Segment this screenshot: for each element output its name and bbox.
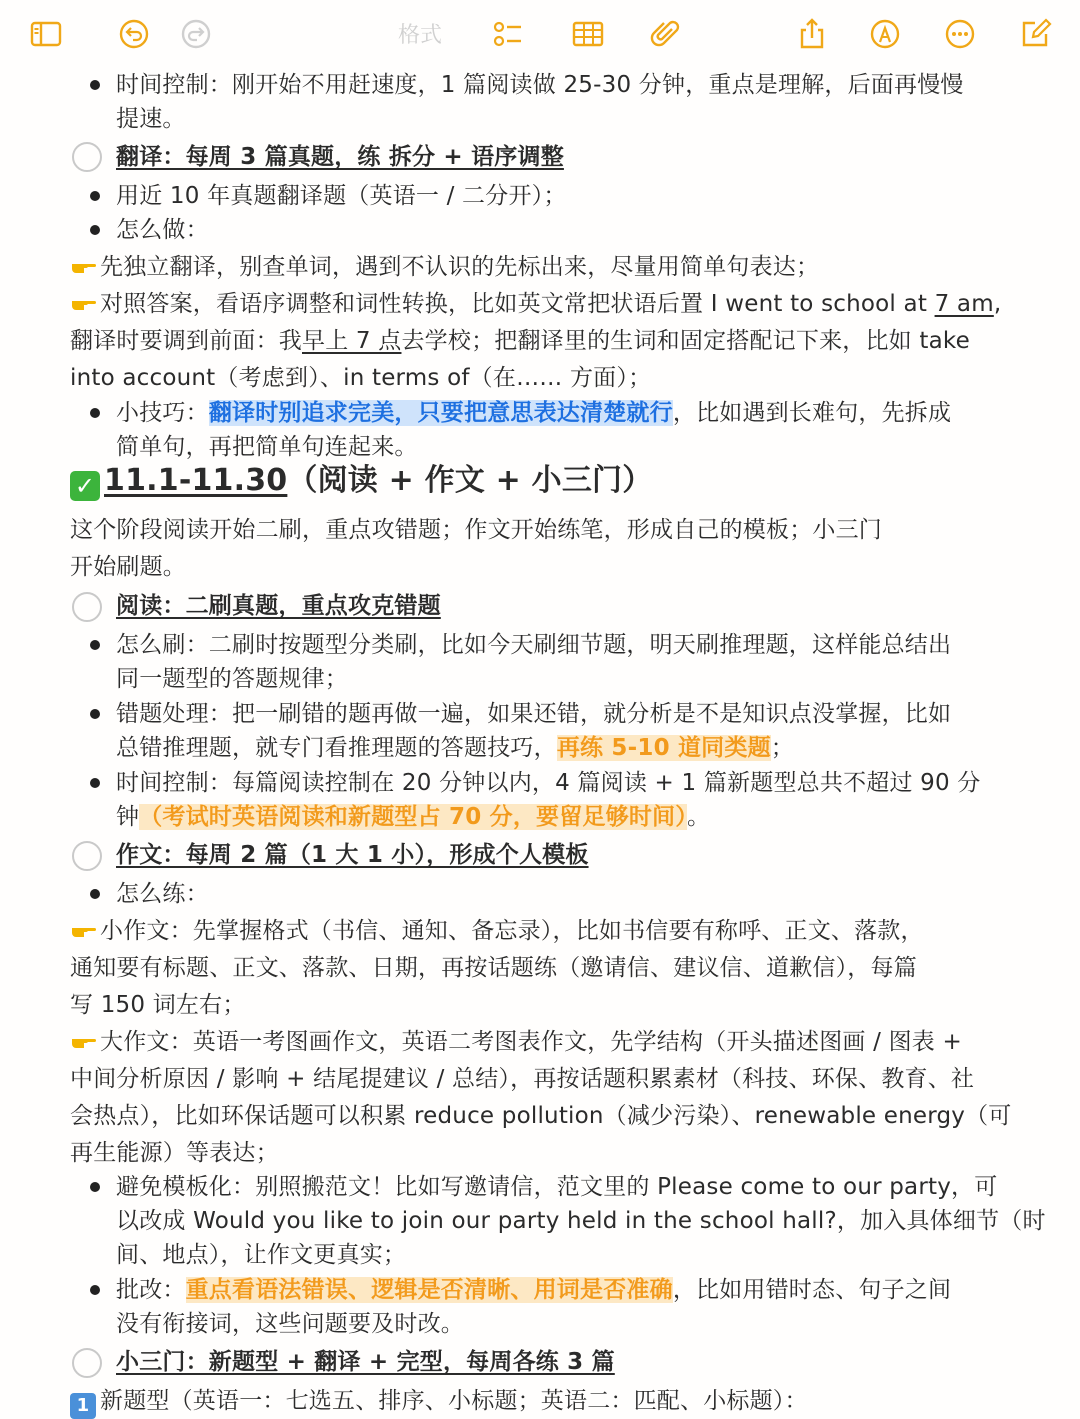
list-item: 怎么刷：二刷时按题型分类刷，比如今天刷细节题，明天刷推理题，这样能总结出	[116, 632, 952, 658]
list-item: 总错推理题，就专门看推理题的答题技巧，再练 5-10 道同类题；	[116, 735, 794, 761]
pointing-hand-icon	[70, 287, 100, 321]
list-item: 小技巧：翻译时别追求完美，只要把意思表达清楚就行，比如遇到长难句，先拆成	[116, 400, 952, 426]
list-item: 错题处理：把一刷错的题再做一遍，如果还错，就分析是不是知识点没掌握，比如	[116, 701, 952, 727]
bullet	[90, 640, 100, 650]
list-item: 批改：重点看语法错误、逻辑是否清晰、用词是否准确，比如用错时态、句子之间	[116, 1277, 952, 1303]
checklist-item-minor-sections: 小三门：新题型 + 翻译 + 完型，每周各练 3 篇	[116, 1349, 615, 1375]
list-item: 以改成 Would you like to join our party held in the school hall?，加入具体细节（时	[116, 1208, 1046, 1234]
compose-icon[interactable]	[1016, 14, 1056, 54]
highlight: （考试时英语阅读和新题型占 70 分，要留足够时间）	[139, 804, 687, 830]
checklist-icon[interactable]	[488, 14, 528, 54]
bullet	[90, 889, 100, 899]
format-label[interactable]: 格式	[398, 23, 443, 48]
number-one-icon: 1	[70, 1393, 96, 1419]
bullet	[90, 709, 100, 719]
list-item: 同一题型的答题规律；	[116, 666, 348, 692]
highlight: 重点看语法错误、逻辑是否清晰、用词是否准确	[185, 1277, 673, 1303]
list-item: 怎么练：	[116, 881, 209, 907]
paragraph: 通知要有标题、正文、落款、日期，再按话题练（邀请信、建议信、道歉信），每篇	[70, 955, 917, 981]
checkbox[interactable]	[72, 1348, 102, 1378]
paragraph: 小作文：先掌握格式（书信、通知、备忘录），比如书信要有称呼、正文、落款，	[70, 914, 924, 948]
highlight: 翻译时别追求完美，只要把意思表达清楚就行	[208, 400, 673, 426]
bullet	[90, 191, 100, 201]
list-item: 时间控制：每篇阅读控制在 20 分钟以内，4 篇阅读 + 1 篇新题型总共不超过 90 分	[116, 770, 981, 796]
more-icon[interactable]	[940, 14, 980, 54]
list-item: 简单句，再把简单句连起来。	[116, 434, 418, 460]
pointing-hand-icon	[70, 250, 100, 284]
table-icon[interactable]	[568, 14, 608, 54]
list-item: 用近 10 年真题翻译题（英语一 / 二分开）；	[116, 183, 567, 209]
checkbox[interactable]	[72, 592, 102, 622]
attachment-icon[interactable]	[645, 14, 685, 54]
list-item: 没有衔接词，这些问题要及时改。	[116, 1311, 464, 1337]
paragraph: 再生能源）等表达；	[70, 1140, 279, 1166]
paragraph: 翻译时要调到前面：我早上 7 点去学校；把翻译里的生词和固定搭配记下来，比如 take	[70, 328, 970, 354]
list-item: 怎么做：	[116, 217, 209, 243]
undo-icon[interactable]	[114, 14, 154, 54]
list-item: 间、地点），让作文更真实；	[116, 1242, 407, 1268]
bullet	[90, 80, 100, 90]
paragraph: 开始刷题。	[70, 554, 186, 580]
list-item: 避免模板化：别照搬范文！比如写邀请信，范文里的 Please come to our party，可	[116, 1174, 998, 1200]
checklist-item-writing: 作文：每周 2 篇（1 大 1 小），形成个人模板	[116, 842, 589, 868]
paragraph: into account（考虑到）、in terms of（在…… 方面）；	[70, 365, 652, 391]
paragraph: 先独立翻译，别查单词，遇到不认识的先标出来，尽量用简单句表达；	[70, 250, 819, 284]
bullet	[90, 225, 100, 235]
bullet	[90, 408, 100, 418]
bullet	[90, 778, 100, 788]
paragraph: 1 新题型（英语一：七选五、排序、小标题；英语二：匹配、小标题）：	[70, 1384, 808, 1419]
checkbox[interactable]	[72, 841, 102, 871]
list-item: 钟（考试时英语阅读和新题型占 70 分，要留足够时间）。	[116, 804, 711, 830]
checkmark-icon: ✓	[70, 471, 100, 501]
list-item: 时间控制：刚开始不用赶速度，1 篇阅读做 25-30 分钟，重点是理解，后面再慢慢	[116, 72, 964, 98]
checkbox[interactable]	[72, 142, 102, 172]
bullet	[90, 1285, 100, 1295]
paragraph: 大作文：英语一考图画作文，英语二考图表作文，先学结构（开头描述图画 / 图表 +	[70, 1025, 962, 1059]
paragraph: 这个阶段阅读开始二刷，重点攻错题；作文开始练笔，形成自己的模板；小三门	[70, 517, 882, 543]
checklist-item-reading: 阅读：二刷真题，重点攻克错题	[116, 593, 441, 619]
bullet	[90, 1182, 100, 1192]
section-heading: ✓ 11.1-11.30（阅读 + 作文 + 小三门）	[70, 464, 652, 501]
markup-icon[interactable]	[865, 14, 905, 54]
list-item: 提速。	[116, 106, 186, 132]
sidebar-icon[interactable]	[26, 14, 66, 54]
paragraph: 会热点），比如环保话题可以积累 reduce pollution（减少污染）、renewable energy（可	[70, 1103, 1012, 1129]
paragraph: 中间分析原因 / 影响 + 结尾提建议 / 总结），再按话题积累素材（科技、环保、教育、社	[70, 1066, 975, 1092]
paragraph: 写 150 词左右；	[70, 992, 246, 1018]
toolbar	[0, 0, 1080, 68]
redo-icon[interactable]	[176, 14, 216, 54]
share-icon[interactable]	[792, 14, 832, 54]
pointing-hand-icon	[70, 1025, 100, 1059]
pointing-hand-icon	[70, 914, 100, 948]
checklist-item-translation: 翻译：每周 3 篇真题，练 拆分 + 语序调整	[116, 144, 564, 170]
paragraph: 对照答案，看语序调整和词性转换，比如英文常把状语后置 I went to school at 7 am,	[70, 287, 1001, 321]
highlight: 再练 5-10 道同类题	[556, 735, 771, 761]
